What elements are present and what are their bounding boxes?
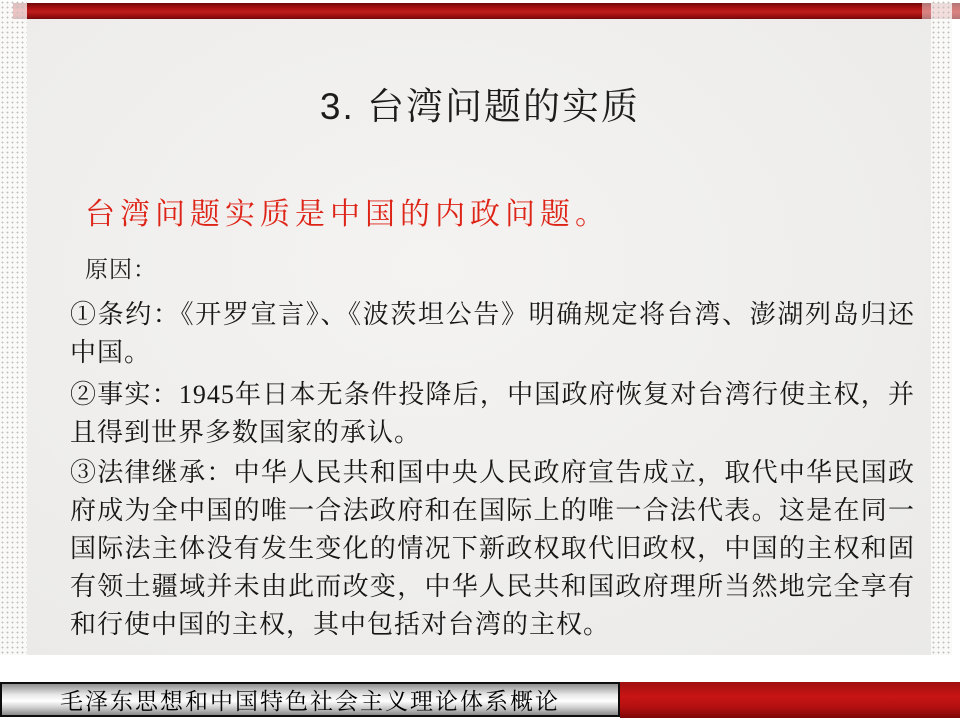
bottom-red-accent-bar <box>620 682 960 718</box>
point-legal-succession: ③法律继承：中华人民共和国中央人民政府宣告成立，取代中华民国政府成为全中国的唯一合法政府和在国际上的唯一合法代表。这是在同一国际法主体没有发生变化的情况下新政权取代旧政权，中国的主权和固有领土疆域并未由此而改变，中华人民共和国政府理所当然地完全享有和行使中国的主权，其中包括对台湾的主权。 <box>70 458 915 639</box>
red-headline: 台湾问题实质是中国的内政问题。 <box>85 198 610 231</box>
footer-white-band <box>0 655 960 682</box>
slide-title: 3. 台湾问题的实质 <box>319 86 641 127</box>
point-treaty: ①条约：《开罗宣言》、《波茨坦公告》明确规定将台湾、澎湖列岛归还中国。 <box>70 300 915 367</box>
top-red-accent-bar <box>13 3 960 19</box>
footer-course-title: 毛泽东思想和中国特色社会主义理论体系概论 <box>60 689 560 714</box>
reason-label: 原因： <box>85 257 157 282</box>
footer-course-box <box>0 682 620 717</box>
point-fact: ②事实：1945年日本无条件投降后，中国政府恢复对台湾行使主权，并且得到世界多数国家的承认。 <box>70 380 915 447</box>
